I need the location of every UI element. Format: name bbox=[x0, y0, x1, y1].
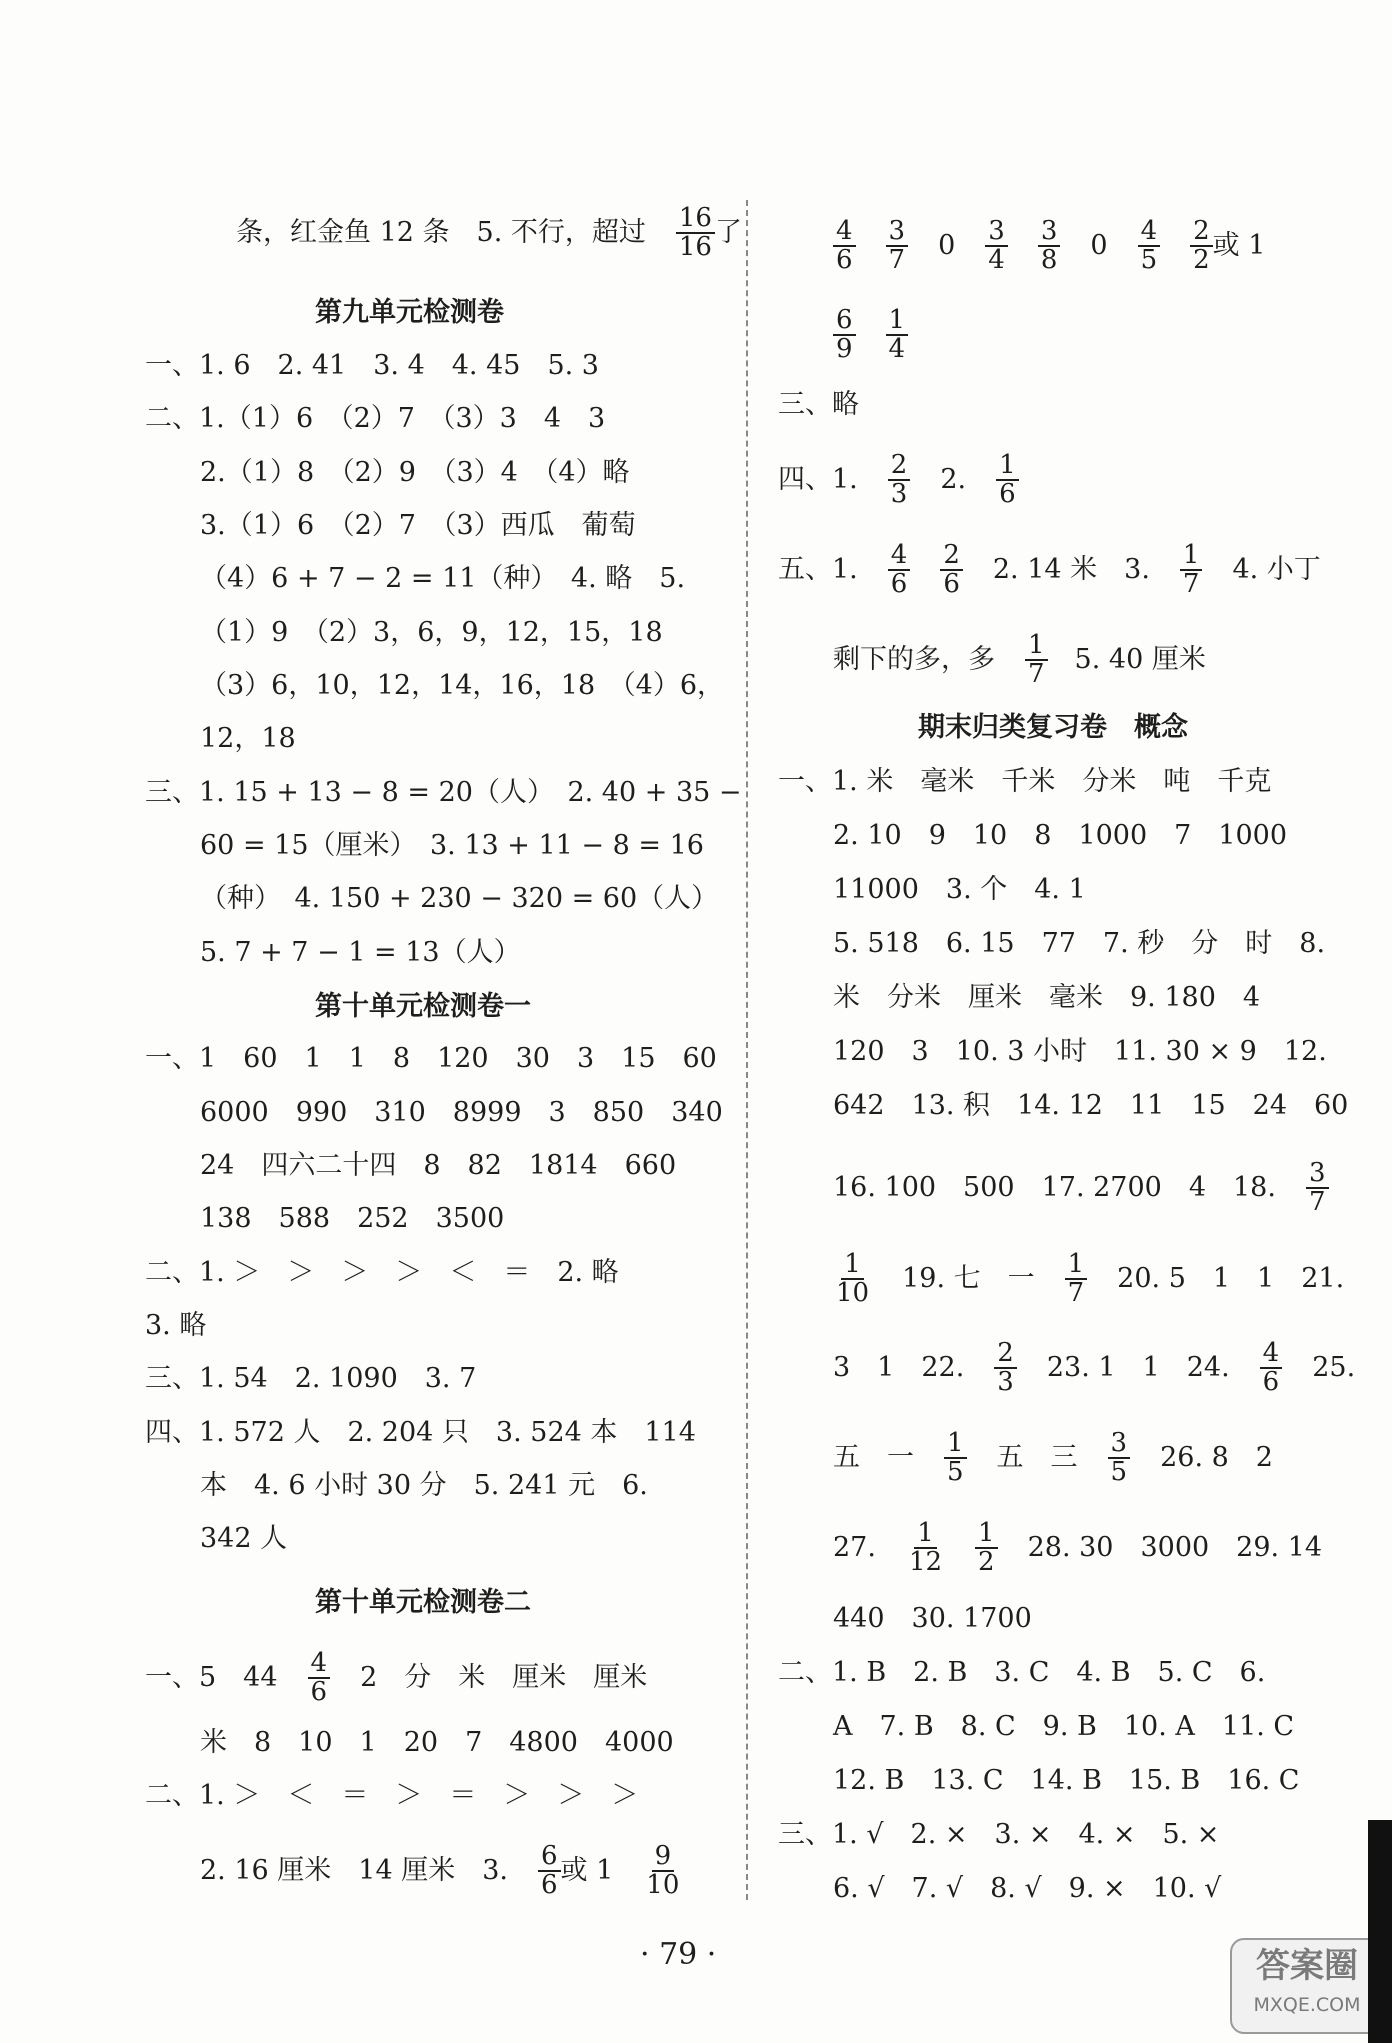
fraction-denominator: 9 bbox=[836, 334, 853, 365]
answer-text: 2. 14 米 3. bbox=[992, 554, 1150, 586]
fraction-denominator: 7 bbox=[1028, 659, 1045, 690]
answer-text: 了 bbox=[714, 217, 742, 249]
answer-text: 期末归类复习卷 概念 bbox=[918, 711, 1188, 743]
answer-line bbox=[145, 1358, 506, 1399]
answer-line bbox=[833, 815, 1317, 856]
fraction-numerator: 1 bbox=[886, 307, 909, 336]
fraction bbox=[940, 542, 963, 599]
answer-line bbox=[833, 1085, 1378, 1126]
fraction-denominator: 16 bbox=[678, 232, 712, 263]
answer-text: 2. bbox=[940, 464, 967, 496]
fraction bbox=[833, 218, 856, 275]
fraction-denominator: 6 bbox=[836, 245, 853, 276]
answer-line bbox=[778, 542, 1351, 599]
fraction bbox=[833, 307, 856, 364]
answer-line bbox=[833, 1706, 1324, 1747]
answer-text: 或 1 bbox=[1212, 230, 1266, 262]
answer-text: 28. 30 3000 29. 14 bbox=[1027, 1532, 1323, 1564]
answer-text: （3）6，10，12，14，16，18 （4）6， bbox=[200, 669, 724, 701]
answer-line bbox=[778, 384, 889, 425]
answer-line bbox=[833, 1031, 1357, 1072]
answer-line bbox=[833, 1160, 1359, 1217]
fraction-numerator: 1 bbox=[1025, 632, 1048, 661]
answer-text: 五 三 bbox=[996, 1442, 1078, 1474]
answer-line bbox=[833, 218, 1295, 275]
answer-line bbox=[200, 1843, 712, 1900]
fraction-denominator: 6 bbox=[943, 569, 960, 600]
fraction bbox=[1306, 1160, 1329, 1217]
fraction-numerator: 1 bbox=[914, 1520, 937, 1549]
answer-line bbox=[200, 1198, 534, 1239]
answer-text: 五、1. bbox=[778, 554, 858, 586]
section-title bbox=[315, 986, 561, 1027]
fraction-denominator: 4 bbox=[988, 245, 1005, 276]
answer-line bbox=[145, 398, 635, 439]
answer-line bbox=[145, 345, 629, 386]
fraction-numerator: 3 bbox=[886, 218, 909, 247]
answer-text: 三、1. 15 + 13 − 8 = 20（人） 2. 40 + 35 − bbox=[145, 776, 742, 808]
answer-text: 三、略 bbox=[778, 388, 859, 420]
answer-text: 0 bbox=[938, 230, 956, 262]
answer-text: （1）9 （2）3，6，9，12，15，18 bbox=[200, 616, 663, 648]
answer-text: 642 13. 积 14. 12 11 15 24 60 bbox=[833, 1089, 1349, 1121]
fraction-numerator: 9 bbox=[652, 1843, 675, 1872]
answer-line bbox=[833, 1520, 1352, 1577]
answer-line bbox=[145, 772, 772, 813]
fraction bbox=[888, 542, 911, 599]
fraction bbox=[994, 1340, 1017, 1397]
fraction bbox=[1065, 1251, 1088, 1308]
answer-text: 3 1 22. bbox=[833, 1352, 965, 1384]
fraction-denominator: 5 bbox=[1140, 245, 1158, 276]
fraction-numerator: 3 bbox=[985, 218, 1008, 247]
answer-line bbox=[200, 612, 693, 653]
answer-line bbox=[145, 1775, 668, 1816]
watermark-text: 答案圈 bbox=[1256, 1946, 1358, 1986]
section-title bbox=[315, 292, 534, 333]
fraction bbox=[1038, 218, 1061, 275]
answer-text: 二、1.（1）6 （2）7 （3）3 4 3 bbox=[145, 402, 606, 434]
fraction-numerator: 2 bbox=[1190, 218, 1213, 247]
answer-line bbox=[145, 1038, 747, 1079]
answer-text: 一、1 60 1 1 8 120 30 3 15 60 bbox=[145, 1042, 717, 1074]
fraction bbox=[643, 1843, 682, 1900]
fraction-numerator: 1 bbox=[1065, 1251, 1088, 1280]
answer-text: 25. bbox=[1312, 1352, 1356, 1384]
fraction-numerator: 1 bbox=[944, 1430, 967, 1459]
fraction bbox=[538, 1843, 561, 1900]
fraction bbox=[888, 452, 911, 509]
fraction bbox=[944, 1430, 967, 1487]
fraction bbox=[996, 452, 1019, 509]
fraction-numerator: 2 bbox=[994, 1340, 1017, 1369]
fraction-numerator: 4 bbox=[1260, 1340, 1283, 1369]
answer-text: 23. 1 1 24. bbox=[1046, 1352, 1230, 1384]
answer-text: 3. 略 bbox=[145, 1309, 207, 1341]
answer-line bbox=[200, 1145, 706, 1186]
fraction bbox=[1025, 632, 1048, 689]
answer-text: 16. 100 500 17. 2700 4 18. bbox=[833, 1172, 1276, 1204]
answer-text: 60 = 15（厘米） 3. 13 + 11 − 8 = 16 bbox=[200, 829, 704, 861]
fraction bbox=[833, 1251, 872, 1308]
answer-line bbox=[833, 632, 1236, 689]
fraction bbox=[1260, 1340, 1283, 1397]
fraction-denominator: 5 bbox=[1110, 1457, 1128, 1488]
answer-text: 6. √ 7. √ 8. √ 9. × 10. √ bbox=[833, 1872, 1222, 1904]
watermark-url: MXQE.COM bbox=[1253, 1994, 1361, 2016]
answer-text: 米 分米 厘米 毫米 9. 180 4 bbox=[833, 981, 1261, 1013]
answer-line bbox=[833, 307, 938, 364]
answer-line bbox=[778, 1652, 1295, 1693]
fraction-denominator: 5 bbox=[947, 1457, 964, 1488]
answer-line bbox=[778, 452, 1049, 509]
answer-line bbox=[833, 1598, 1062, 1639]
answer-text: 二、1. ＞ ＞ ＞ ＞ ＜ ＝ 2. 略 bbox=[145, 1256, 619, 1288]
section-title bbox=[315, 1582, 561, 1623]
answer-line bbox=[236, 205, 772, 262]
answer-text: 20. 5 1 1 21. bbox=[1117, 1263, 1345, 1295]
answer-text: （4）6 + 7 − 2 = 11（种） 4. 略 5. bbox=[200, 562, 686, 594]
answer-text: 或 1 bbox=[560, 1855, 614, 1887]
answer-text: 五 一 bbox=[833, 1442, 914, 1474]
answer-line bbox=[833, 1340, 1385, 1397]
fraction-denominator: 2 bbox=[978, 1547, 995, 1578]
answer-text: 4. 小丁 bbox=[1232, 554, 1321, 586]
fraction-denominator: 6 bbox=[890, 569, 908, 600]
answer-text: （种） 4. 150 + 230 − 320 = 60（人） bbox=[200, 882, 719, 914]
fraction-denominator: 6 bbox=[999, 479, 1016, 510]
fraction-numerator: 3 bbox=[1108, 1430, 1131, 1459]
answer-text: 二、1. ＞ ＜ ＝ ＞ ＝ ＞ ＞ ＞ bbox=[145, 1779, 639, 1811]
fraction-denominator: 3 bbox=[890, 479, 908, 510]
answer-text: 四、1. 572 人 2. 204 只 3. 524 本 114 bbox=[145, 1416, 696, 1448]
answer-text: 条，红金鱼 12 条 5. 不行，超过 bbox=[236, 217, 646, 249]
fraction bbox=[1108, 1430, 1131, 1487]
fraction-numerator: 1 bbox=[975, 1520, 998, 1549]
fraction bbox=[1138, 218, 1161, 275]
fraction-denominator: 12 bbox=[908, 1547, 943, 1578]
answer-text: 2.（1）8 （2）9 （3）4 （4）略 bbox=[200, 456, 630, 488]
fraction-numerator: 1 bbox=[841, 1251, 864, 1280]
fraction-denominator: 10 bbox=[646, 1870, 680, 1901]
fraction-denominator: 7 bbox=[1067, 1278, 1085, 1309]
answer-line bbox=[145, 1650, 677, 1707]
fraction bbox=[886, 307, 909, 364]
fraction-numerator: 4 bbox=[308, 1650, 331, 1679]
answer-line bbox=[200, 1465, 678, 1506]
answer-text: A 7. B 8. C 9. B 10. A 11. C bbox=[833, 1710, 1295, 1742]
fraction bbox=[1190, 218, 1213, 275]
answer-text: 2. 10 9 10 8 1000 7 1000 bbox=[833, 819, 1288, 851]
fraction-denominator: 2 bbox=[1193, 245, 1210, 276]
fraction-denominator: 6 bbox=[310, 1677, 328, 1708]
watermark-logo bbox=[1230, 1938, 1384, 2034]
answer-line bbox=[200, 1722, 704, 1763]
answer-line bbox=[778, 761, 1301, 802]
answer-text: 第十单元检测卷二 bbox=[315, 1586, 531, 1618]
fraction-numerator: 6 bbox=[833, 307, 856, 336]
answer-text: 一、5 44 bbox=[145, 1662, 278, 1694]
fraction-numerator: 4 bbox=[833, 218, 856, 247]
answer-line bbox=[833, 1760, 1329, 1801]
answer-text: 11000 3. 个 4. 1 bbox=[833, 873, 1086, 905]
answer-line bbox=[833, 923, 1355, 964]
answer-line bbox=[200, 505, 666, 546]
fraction-denominator: 7 bbox=[1182, 569, 1200, 600]
fraction bbox=[1180, 542, 1203, 599]
fraction-numerator: 1 bbox=[996, 452, 1019, 481]
answer-line bbox=[145, 1412, 726, 1453]
fraction-denominator: 6 bbox=[540, 1870, 558, 1901]
fraction-denominator: 6 bbox=[1262, 1367, 1280, 1398]
answer-line bbox=[833, 869, 1116, 910]
answer-line bbox=[778, 1814, 1249, 1855]
fraction bbox=[975, 1520, 998, 1577]
answer-text: 24 四六二十四 8 82 1814 660 bbox=[200, 1149, 677, 1181]
fraction-denominator: 3 bbox=[997, 1367, 1014, 1398]
fraction-numerator: 4 bbox=[1138, 218, 1161, 247]
answer-line bbox=[833, 977, 1290, 1018]
answer-text: 第十单元检测卷一 bbox=[315, 990, 531, 1022]
answer-line bbox=[200, 1092, 753, 1133]
page-edge-shadow bbox=[1368, 1820, 1392, 2043]
fraction-numerator: 2 bbox=[888, 452, 911, 481]
page-number: · 79 · bbox=[640, 1937, 717, 1972]
answer-text: 120 3 10. 3 小时 11. 30 × 9 12. bbox=[833, 1035, 1327, 1067]
answer-text: 6000 990 310 8999 3 850 340 bbox=[200, 1096, 723, 1128]
fraction-numerator: 2 bbox=[940, 542, 963, 571]
answer-line bbox=[200, 932, 551, 973]
answer-line bbox=[833, 1868, 1251, 1909]
fraction-numerator: 1 bbox=[1180, 542, 1203, 571]
answer-text: 一、1. 米 毫米 千米 分米 吨 千克 bbox=[778, 765, 1272, 797]
section-title bbox=[918, 707, 1218, 748]
answer-line bbox=[145, 1305, 236, 1346]
fraction bbox=[886, 218, 909, 275]
answer-line bbox=[145, 1252, 649, 1293]
answer-text: 5. 518 6. 15 77 7. 秒 分 时 8. bbox=[833, 927, 1326, 959]
answer-line bbox=[200, 718, 326, 759]
answer-line bbox=[833, 1430, 1303, 1487]
answer-text: 第九单元检测卷 bbox=[315, 296, 504, 328]
answer-text: 342 人 bbox=[200, 1522, 288, 1554]
fraction-numerator: 3 bbox=[1038, 218, 1061, 247]
answer-line bbox=[200, 878, 748, 919]
fraction-denominator: 7 bbox=[1308, 1187, 1326, 1218]
answer-text: 0 bbox=[1090, 230, 1108, 262]
fraction-numerator: 3 bbox=[1306, 1160, 1329, 1189]
answer-text: 440 30. 1700 bbox=[833, 1602, 1032, 1634]
answer-text: 26. 8 2 bbox=[1160, 1442, 1273, 1474]
answer-text: 2. 16 厘米 14 厘米 3. bbox=[200, 1855, 508, 1887]
answer-line bbox=[200, 452, 660, 493]
answer-text: 剩下的多，多 bbox=[833, 644, 995, 676]
answer-line bbox=[200, 1518, 317, 1559]
fraction-denominator: 7 bbox=[888, 245, 906, 276]
answer-line bbox=[833, 1251, 1374, 1308]
answer-text: 5. 40 厘米 bbox=[1047, 644, 1206, 676]
fraction bbox=[676, 205, 715, 262]
fraction bbox=[985, 218, 1008, 275]
answer-text: 2 分 米 厘米 厘米 bbox=[360, 1662, 648, 1694]
fraction bbox=[308, 1650, 331, 1707]
column-divider bbox=[746, 200, 748, 1900]
answer-text: 27. bbox=[833, 1532, 876, 1564]
fraction bbox=[906, 1520, 945, 1577]
answer-text: 138 588 252 3500 bbox=[200, 1202, 505, 1234]
answer-line bbox=[200, 665, 754, 706]
fraction-numerator: 16 bbox=[676, 205, 715, 234]
answer-text: 19. 七 一 bbox=[902, 1263, 1035, 1295]
fraction-numerator: 4 bbox=[888, 542, 911, 571]
answer-text: 四、1. bbox=[778, 464, 858, 496]
answer-text: 米 8 10 1 20 7 4800 4000 bbox=[200, 1726, 674, 1758]
fraction-denominator: 4 bbox=[888, 334, 906, 365]
answer-text: 三、1. 54 2. 1090 3. 7 bbox=[145, 1362, 477, 1394]
answer-text: 二、1. B 2. B 3. C 4. B 5. C 6. bbox=[778, 1656, 1266, 1688]
answer-text: 三、1. √ 2. × 3. × 4. × 5. × bbox=[778, 1818, 1220, 1850]
answer-text: 3.（1）6 （2）7 （3）西瓜 葡萄 bbox=[200, 509, 636, 541]
fraction-numerator: 6 bbox=[538, 1843, 561, 1872]
answer-text: 本 4. 6 小时 30 分 5. 241 元 6. bbox=[200, 1469, 648, 1501]
answer-text: 5. 7 + 7 − 1 = 13（人） bbox=[200, 936, 521, 968]
answer-text: 12. B 13. C 14. B 15. B 16. C bbox=[833, 1764, 1300, 1796]
answer-text: 一、1. 6 2. 41 3. 4 4. 45 5. 3 bbox=[145, 349, 599, 381]
answer-line bbox=[200, 825, 734, 866]
answer-text: 12，18 bbox=[200, 722, 296, 754]
answer-line bbox=[200, 558, 715, 599]
fraction-denominator: 10 bbox=[836, 1278, 870, 1309]
fraction-denominator: 8 bbox=[1040, 245, 1058, 276]
